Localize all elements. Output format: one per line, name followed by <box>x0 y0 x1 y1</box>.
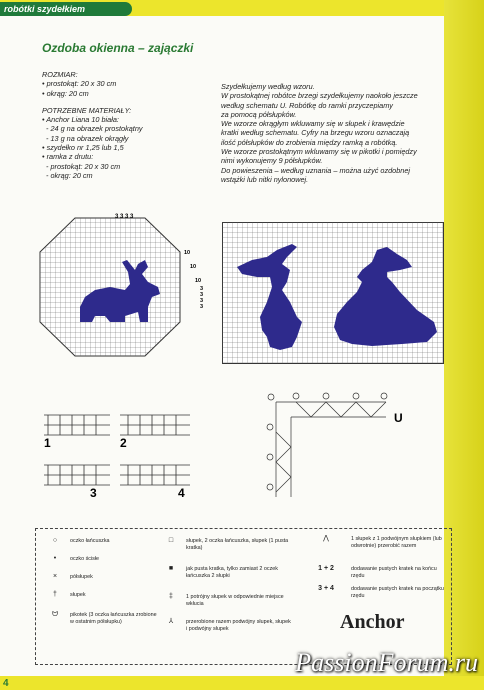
watermark: PassionForum.ru <box>295 648 478 677</box>
side-count: 3 <box>200 298 204 304</box>
instruction-line: wstążki lub nitki nylonowej. <box>221 174 309 184</box>
instruction-line: według schematu U. Robótkę do ramki przyczepiamy <box>221 100 393 110</box>
yarn-round-line: - 13 g na obrazek okrągły <box>46 133 129 143</box>
legend-text: półsłupek <box>70 574 93 580</box>
legend-symbol: ᗢ <box>52 611 58 618</box>
legend-item <box>52 573 160 581</box>
legend-symbol: ⋀ <box>323 535 329 542</box>
legend-text: oczko ścisłe <box>70 556 100 562</box>
legend-item <box>52 537 160 545</box>
schema-2-label: 2 <box>120 436 127 450</box>
side-count: 10 <box>195 278 202 284</box>
legend-symbol: × <box>52 573 58 580</box>
legend-symbol: • <box>53 555 57 562</box>
legend-symbol: ⅄ <box>168 618 174 625</box>
top-counts: 3 3 3 3 <box>115 214 134 220</box>
legend-text: słupek <box>70 592 86 598</box>
legend-item <box>169 593 291 607</box>
round-chart <box>30 212 210 362</box>
brand-logo: Anchor <box>340 611 405 633</box>
legend-text: dodawanie pustych kratek na końcu rzędu <box>351 566 437 579</box>
yarn-rect-line: - 24 g na obrazek prostokątny <box>46 124 143 134</box>
legend-item <box>168 537 291 551</box>
instruction-line: Szydełkujemy według wzoru. <box>221 82 315 91</box>
legend-item <box>318 565 446 579</box>
size-heading: ROZMIAR: <box>42 70 78 79</box>
legend-item <box>323 535 446 549</box>
schema-1-label: 1 <box>44 436 51 450</box>
needed-heading: POTRZEBNE MATERIAŁY: <box>42 105 132 115</box>
instruction-line: Do powieszenia – według uznania – można użyć ozdobnej <box>221 165 411 175</box>
legend-box <box>35 528 452 665</box>
side-count: 10 <box>184 250 191 256</box>
size-rect: • prostokąt: 20 x 30 cm <box>42 79 117 89</box>
side-count: 3 <box>200 292 204 298</box>
instruction-line: za pomocą półsłupków. <box>221 109 297 119</box>
legend-item <box>168 618 291 632</box>
instruction-line: kratki według schematu. Cyfry na brzegu wzoru oznaczają <box>221 128 410 138</box>
legend-item <box>52 611 160 625</box>
legend-symbol: ‡ <box>169 593 173 600</box>
legend-item <box>53 591 160 599</box>
page-title: Ozdoba okienna – zajączki <box>42 41 194 55</box>
rect-chart <box>222 222 444 364</box>
legend-symbol: † <box>53 591 57 598</box>
bottom-yellow-band <box>0 676 484 690</box>
legend-symbol: ○ <box>52 537 58 544</box>
page-number: 4 <box>3 678 9 689</box>
legend-text: 1 potrójny słupek w odpowiednie miejsce wkłucia <box>186 594 284 607</box>
wire-line: • ramka z drutu: <box>42 152 94 162</box>
schema-3-label: 3 <box>90 486 97 500</box>
instructions-column <box>221 82 461 184</box>
schema-4-label: 4 <box>178 486 185 500</box>
instruction-line: We wzorze okrągłym wkluwamy się w słupek i krawędzie <box>221 119 405 129</box>
instruction-line: We wzorze prostokątnym wkluwamy się w pikotki i pomiędzy <box>221 147 417 157</box>
wire-round-line: - okrąg: 20 cm <box>46 170 93 180</box>
legend-symbol: 3 + 4 <box>318 585 334 592</box>
instruction-line: ilość półsłupków do zrobienia między ramką a robótką. <box>221 137 398 147</box>
section-header: robótki szydełkiem <box>0 2 132 16</box>
legend-item <box>53 555 160 563</box>
crochet-schema-u <box>256 382 406 502</box>
instruction-line: W prostokątnej robótce brzegi szydełkujemy naokoło jeszcze <box>221 91 418 101</box>
legend-text: pikotek (3 oczka łańcuszka zrobione w ostatnim półsłupku) <box>70 612 157 625</box>
legend-text: 1 słupek z 1 podwójnym słupkiem (lub odwrotnie) przerobić razem <box>351 536 442 549</box>
legend-symbol: □ <box>168 537 174 544</box>
schema-u-label: U <box>394 411 403 425</box>
legend-text: dodawanie pustych kratek na początku rzędu <box>351 586 444 599</box>
wire-rect-line: - prostokąt: 20 x 30 cm <box>46 161 121 171</box>
legend-item <box>318 585 446 599</box>
side-count: 3 <box>200 304 204 310</box>
materials-column <box>42 70 202 180</box>
size-round: • okrąg: 20 cm <box>42 88 89 98</box>
legend-text: słupek, 2 oczka łańcuszka, słupek (1 pusta kratka) <box>186 538 289 551</box>
crochet-schemas-1-4 <box>40 405 200 500</box>
legend-symbol: ■ <box>168 565 174 572</box>
legend-text: jak pusta kratka, tylko zamiast 2 oczek łańcuszka 2 słupki <box>186 566 278 579</box>
legend-symbol: 1 + 2 <box>318 565 334 572</box>
legend-text: przerobione razem podwójny słupek, słupek i podwójny słupek <box>186 619 291 632</box>
hook-line: • szydełko nr 1,25 lub 1,5 <box>42 143 124 153</box>
yarn-line: • Anchor Liana 10 biała: <box>42 115 119 125</box>
side-count: 10 <box>190 264 197 270</box>
legend-item <box>168 565 291 579</box>
legend-text: oczko łańcuszka <box>70 538 110 544</box>
side-count: 3 <box>200 286 204 292</box>
instruction-line: nimi wykonujemy 9 półsłupków. <box>221 156 323 166</box>
